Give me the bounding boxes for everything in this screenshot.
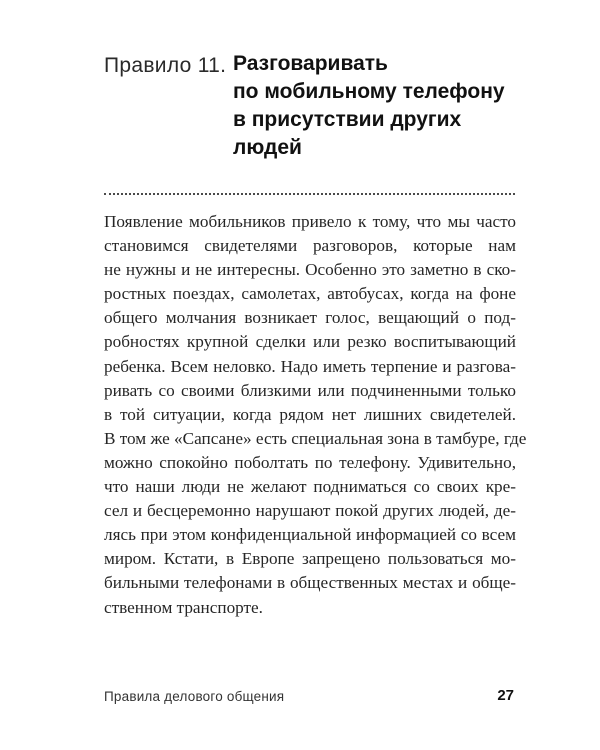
text-line: не нужны и не интересны. Особенно это заметно в ско-	[104, 260, 516, 280]
text-line: бильными телефонами в общественных местах и обще-	[104, 573, 516, 593]
text-line: лясь при этом конфиденциальной информацией со всем	[104, 525, 516, 545]
text-line: сел и бесцеремонно нарушают покой других людей, де-	[104, 501, 516, 521]
text-line: робностях крупной сделки или резко воспитывающий	[104, 332, 516, 352]
rule-title-line: по мобильному телефону	[233, 80, 505, 103]
dotted-divider	[104, 193, 515, 195]
text-line: миром. Кстати, в Европе запрещено пользоваться мо-	[104, 549, 516, 569]
rule-title-line: Разговаривать	[233, 52, 388, 75]
text-line: Появление мобильников привело к тому, что мы часто	[104, 212, 516, 231]
page-number: 27	[497, 687, 514, 704]
rule-title-line: людей	[233, 136, 302, 159]
rule-number-label: Правило 11.	[104, 54, 227, 77]
body-paragraph	[104, 210, 527, 620]
text-line: ростных поездах, самолетах, автобусах, когда на фоне	[104, 284, 516, 304]
text-line: ривать со своими близкими или подчиненными только	[104, 380, 516, 400]
text-line: в той ситуации, когда рядом нет лишних свидетелей.	[104, 404, 516, 424]
text-line: что наши люди не желают подниматься со своих кре-	[104, 477, 516, 497]
text-line: общего молчания возникает голос, вещающий о под-	[104, 308, 516, 328]
text-line: становимся свидетелями разговоров, которые нам	[104, 236, 516, 256]
text-line: ственном транспорте.	[104, 597, 263, 617]
rule-title-line: в присутствии других	[233, 108, 462, 131]
running-footer-title: Правила делового общения	[104, 689, 285, 704]
text-line: В том же «Сапсане» есть специальная зона в тамбуре, где	[104, 428, 527, 448]
text-line: ребенка. Всем неловко. Надо иметь терпение и разгова-	[104, 356, 516, 376]
text-line: можно спокойно поболтать по телефону. Удивительно,	[104, 452, 516, 472]
rule-title	[233, 50, 533, 162]
